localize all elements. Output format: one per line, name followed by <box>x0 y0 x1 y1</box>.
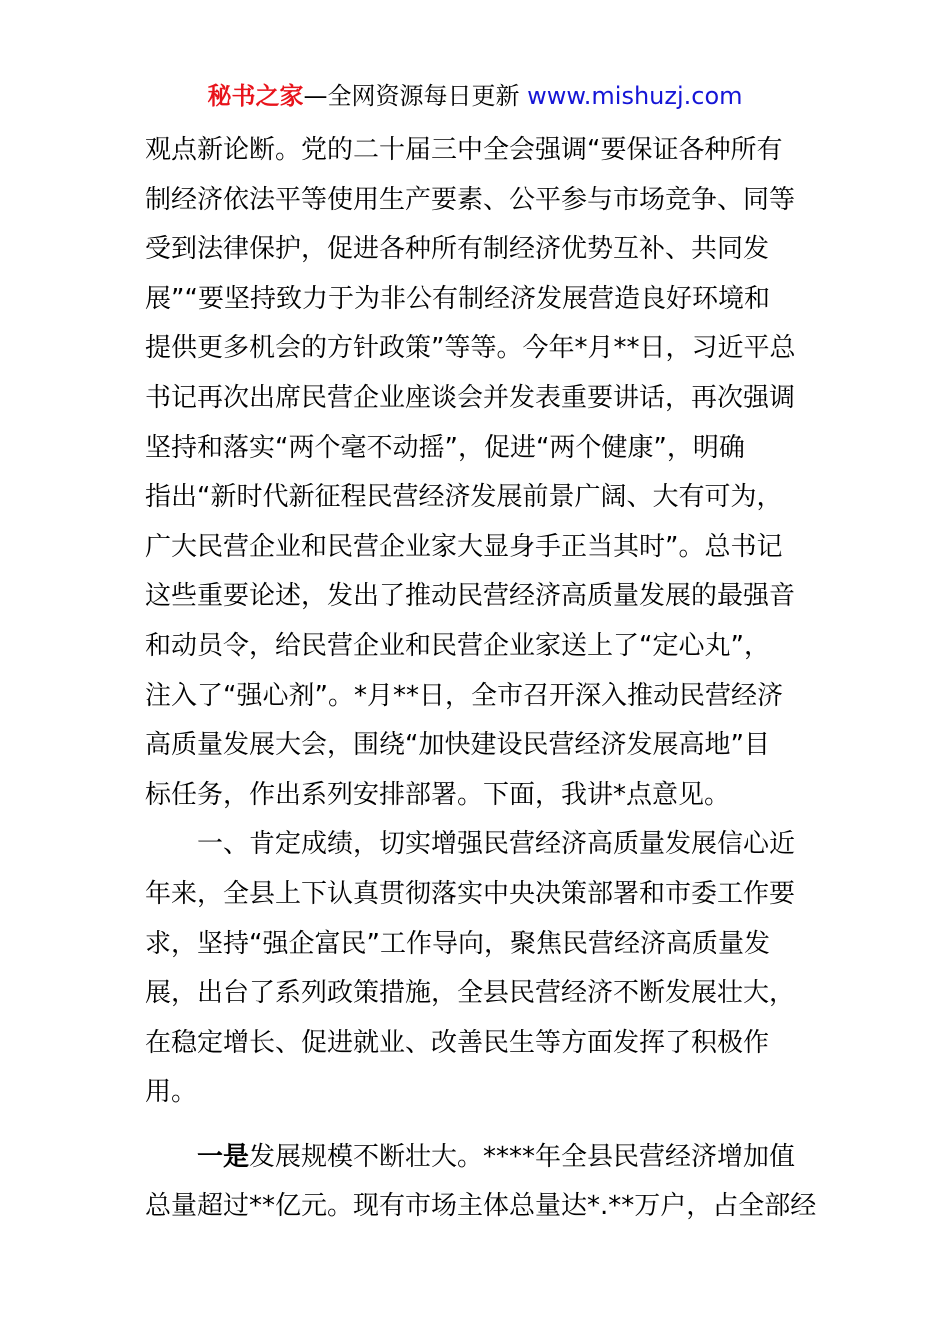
text-line: 年来，全县上下认真贯彻落实中央决策部署和市委工作要 <box>145 878 796 909</box>
site-url-link[interactable]: www.mishuzj.com <box>527 82 743 110</box>
bold-lead-text: 一是 <box>197 1141 250 1172</box>
text-line: 求，坚持“强企富民”工作导向，聚焦民营经济高质量发 <box>145 928 770 959</box>
text-line: 制经济依法平等使用生产要素、公平参与市场竞争、同等 <box>145 184 796 215</box>
paragraph-spacer <box>145 1118 815 1133</box>
text-line: 书记再次出席民营企业座谈会并发表重要讲话，再次强调 <box>145 382 796 413</box>
paragraph-3 <box>145 1133 815 1232</box>
text-line: 总量超过**亿元。现有市场主体总量达*.**万户，占全部经 <box>145 1191 817 1222</box>
text-span: 发展规模不断壮大。****年全县民营经济增加值 <box>249 1141 796 1172</box>
text-line: 提供更多机会的方针政策”等等。今年*月**日，习近平总 <box>145 333 796 364</box>
text-line: 指出“新时代新征程民营经济发展前景广阔、大有可为， <box>145 482 783 513</box>
text-line: 受到法律保护，促进各种所有制经济优势互补、共同发 <box>145 234 770 265</box>
site-brand-name: 秘书之家 <box>207 82 304 110</box>
text-line: 高质量发展大会，围绕“加快建设民营经济发展高地”目 <box>145 730 770 761</box>
text-line: 用。 <box>145 1077 198 1108</box>
text-line: 观点新论断。党的二十届三中全会强调“要保证各种所有 <box>145 135 783 165</box>
text-line: 注入了“强心剂”。*月**日，全市召开深入推动民营经济 <box>145 680 783 711</box>
document-body <box>145 126 815 1232</box>
text-line: 这些重要论述，发出了推动民营经济高质量发展的最强音 <box>145 581 796 612</box>
paragraph-1 <box>145 126 815 820</box>
paragraph-2 <box>145 820 815 1118</box>
text-line: 坚持和落实“两个毫不动摇”，促进“两个健康”，明确 <box>145 432 745 463</box>
site-header-banner <box>0 80 950 112</box>
text-line: 在稳定增长、促进就业、改善民生等方面发挥了积极作 <box>145 1027 770 1058</box>
text-line: 展”“要坚持致力于为非公有制经济发展营造良好环境和 <box>145 283 770 314</box>
text-line: 标任务，作出系列安排部署。下面，我讲*点意见。 <box>145 779 731 810</box>
text-line: 展，出台了系列政策措施，全县民营经济不断发展壮大， <box>145 978 796 1009</box>
text-line: 广大民营企业和民营企业家大显身手正当其时”。总书记 <box>145 531 783 562</box>
site-tagline: —全网资源每日更新 <box>303 82 528 110</box>
section-heading-line: 一、肯定成绩，切实增强民营经济高质量发展信心近 <box>197 829 796 860</box>
text-line <box>145 1133 815 1183</box>
text-line: 和动员令，给民营企业和民营企业家送上了“定心丸”， <box>145 630 770 661</box>
